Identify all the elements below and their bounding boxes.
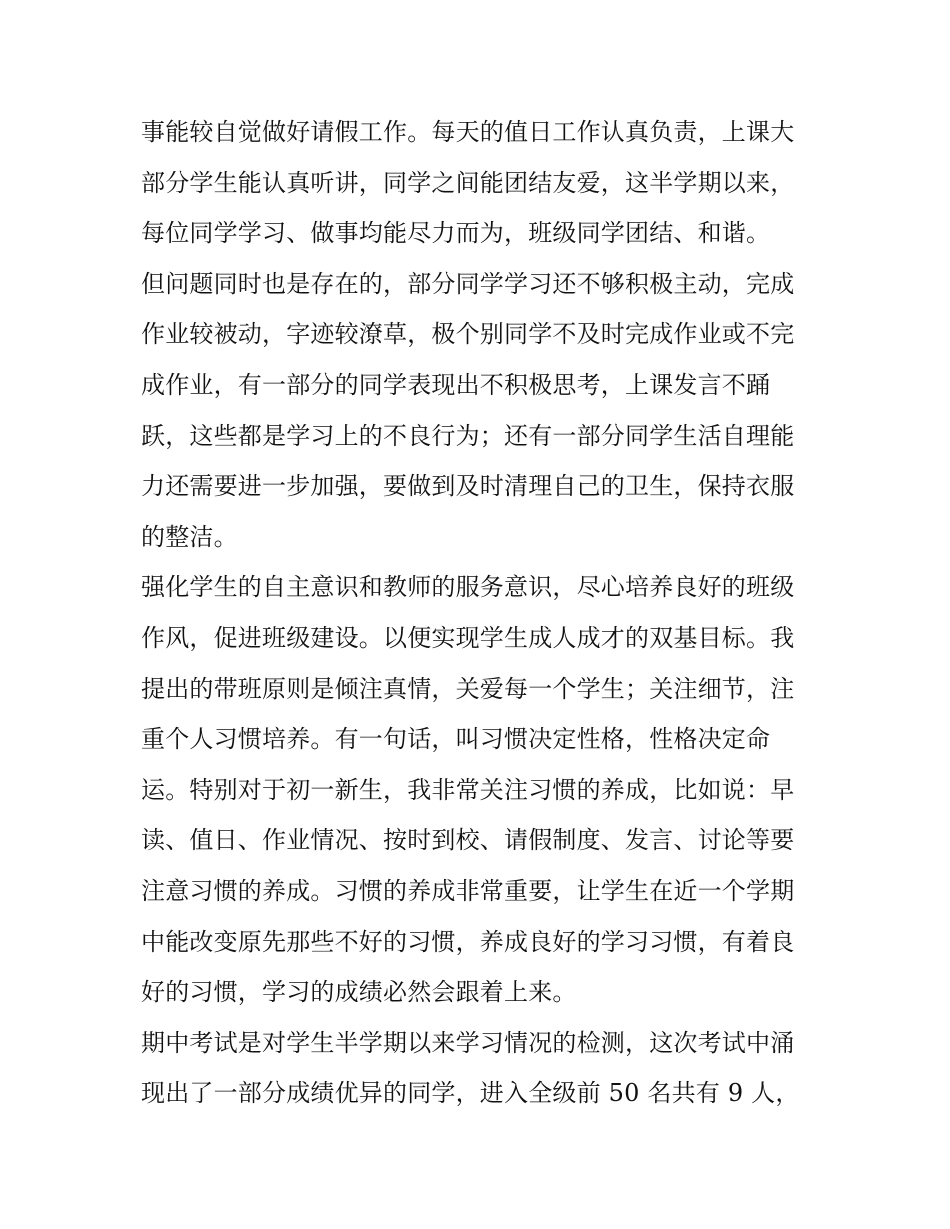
text-line: 注意习惯的养成。习惯的养成非常重要，让学生在近一个学期 (141, 876, 795, 905)
text-line: 作风，促进班级建设。以便实现学生成人成才的双基目标。我 (141, 623, 795, 652)
paragraph-habits (141, 562, 817, 1017)
text-line: 力还需要进一步加强，要做到及时清理自己的卫生，保持衣服 (141, 472, 795, 501)
paragraph-midterm-exam (141, 1018, 817, 1119)
text-line: 强化学生的自主意识和教师的服务意识，尽心培养良好的班级 (141, 573, 795, 602)
text-line: 中能改变原先那些不好的习惯，养成良好的学习习惯，有着良 (141, 927, 795, 956)
text-line: 事能较自觉做好请假工作。每天的值日工作认真负责，上课大 (141, 118, 795, 146)
document-body (141, 107, 817, 1119)
text-line: 跃，这些都是学习上的不良行为；还有一部分同学生活自理能 (141, 421, 795, 450)
text-line: 提出的带班原则是倾注真情，关爱每一个学生；关注细节，注 (141, 674, 795, 703)
text-line: 运。特别对于初一新生，我非常关注习惯的养成，比如说：早 (141, 775, 795, 804)
text-line: 重个人习惯培养。有一句话，叫习惯决定性格，性格决定命 (141, 725, 771, 754)
paragraph-class-performance (141, 107, 817, 259)
text-line: 但问题同时也是存在的，部分同学学习还不够积极主动，完成 (141, 269, 795, 298)
text-line: 作业较被动，字迹较潦草，极个别同学不及时完成作业或不完 (141, 320, 795, 349)
text-line: 的整洁。 (141, 522, 238, 551)
text-line: 部分学生能认真听讲，同学之间能团结友爱，这半学期以来， (141, 168, 795, 197)
paragraph-problems (141, 259, 817, 563)
text-line: 读、值日、作业情况、按时到校、请假制度、发言、讨论等要 (141, 826, 795, 855)
text-line: 成作业，有一部分的同学表现出不积极思考，上课发言不踊 (141, 370, 771, 399)
text-line: 期中考试是对学生半学期以来学习情况的检测，这次考试中涌 (141, 1028, 795, 1057)
text-line: 每位同学学习、做事均能尽力而为，班级同学团结、和谐。 (141, 219, 771, 248)
text-line: 好的习惯，学习的成绩必然会跟着上来。 (141, 978, 577, 1007)
text-line: 现出了一部分成绩优异的同学，进入全级前 50 名共有 9 人， (141, 1079, 800, 1108)
